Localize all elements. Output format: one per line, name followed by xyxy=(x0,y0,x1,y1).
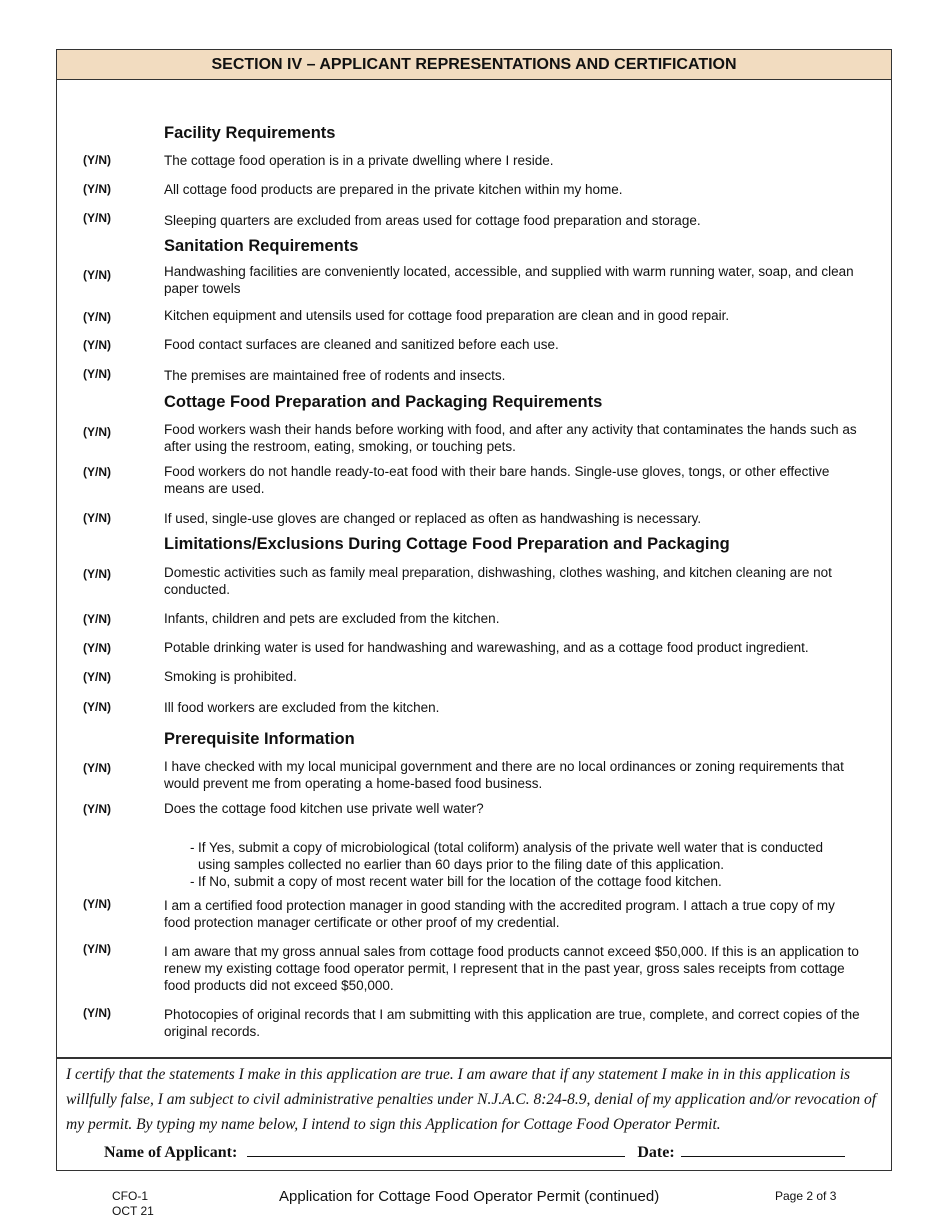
dash-bullet: - xyxy=(190,874,195,889)
yn-field[interactable]: (Y/N) xyxy=(83,465,111,479)
form-date: OCT 21 xyxy=(112,1204,154,1218)
yn-field[interactable]: (Y/N) xyxy=(83,700,111,714)
yn-field[interactable]: (Y/N) xyxy=(83,612,111,626)
page-number: Page 2 of 3 xyxy=(775,1189,837,1203)
statement: I have checked with my local municipal government and there are no local ordinances or zoning requirements that would prevent me from operating a home-based food business. xyxy=(164,759,844,791)
statement: Smoking is prohibited. xyxy=(164,669,297,684)
statement: Potable drinking water is used for handwashing and warewashing, and as a cottage food product ingredient. xyxy=(164,640,809,655)
yn-field[interactable]: (Y/N) xyxy=(83,942,111,956)
date-label: Date: xyxy=(637,1144,675,1161)
statement: Domestic activities such as family meal preparation, dishwashing, clothes washing, and kitchen cleaning are not conducted. xyxy=(164,565,832,597)
yn-field[interactable]: (Y/N) xyxy=(83,153,111,167)
statement: The premises are maintained free of rodents and insects. xyxy=(164,368,506,383)
statement: The cottage food operation is in a private dwelling where I reside. xyxy=(164,153,554,168)
heading-limitations: Limitations/Exclusions During Cottage Food Preparation and Packaging xyxy=(164,535,730,553)
name-label: Name of Applicant: xyxy=(104,1144,238,1161)
heading-sanitation: Sanitation Requirements xyxy=(164,237,359,255)
date-field[interactable] xyxy=(681,1142,845,1157)
form-code: CFO-1 xyxy=(112,1189,148,1203)
well-water-yes-note xyxy=(190,839,860,873)
footer-title: Application for Cottage Food Operator Permit (continued) xyxy=(279,1188,660,1205)
dash-bullet: - xyxy=(190,840,195,855)
statement: Kitchen equipment and utensils used for cottage food preparation are clean and in good repair. xyxy=(164,308,730,323)
statement: Infants, children and pets are excluded from the kitchen. xyxy=(164,611,500,626)
well-water-yes-line2: using samples collected no earlier than 60 days prior to the filing date of this application. xyxy=(198,857,725,872)
statement: Food contact surfaces are cleaned and sanitized before each use. xyxy=(164,337,559,352)
yn-field[interactable]: (Y/N) xyxy=(83,670,111,684)
yn-field[interactable]: (Y/N) xyxy=(83,182,111,196)
yn-field[interactable]: (Y/N) xyxy=(83,425,111,439)
certification-text: I certify that the statements I make in this application are true. I am aware that if any statement I make in in this application is willfully false, I am subject to civil administrative penalties under N.J.A.C. 8:24-8.9, denial of my application and/or revocation of my permit. By typing my name below, I intend to sign this Application for Cottage Food Operator Permit. xyxy=(66,1066,877,1133)
yn-field[interactable]: (Y/N) xyxy=(83,268,111,282)
yn-field[interactable]: (Y/N) xyxy=(83,211,111,225)
signature-line xyxy=(104,1142,845,1162)
statement: Ill food workers are excluded from the kitchen. xyxy=(164,700,440,715)
well-water-no-note xyxy=(190,873,860,890)
statement: I am aware that my gross annual sales from cottage food products cannot exceed $50,000. If this is an application to renew my existing cottage food operator permit, I represent that in the past year, gross sales receipts from cottage food products did not exceed $50,000. xyxy=(164,944,859,993)
statement: Does the cottage food kitchen use private well water? xyxy=(164,801,484,816)
yn-field[interactable]: (Y/N) xyxy=(83,511,111,525)
statement: All cottage food products are prepared in the private kitchen within my home. xyxy=(164,182,623,197)
yn-field[interactable]: (Y/N) xyxy=(83,897,111,911)
yn-field[interactable]: (Y/N) xyxy=(83,338,111,352)
statement: I am a certified food protection manager in good standing with the accredited program. I attach a true copy of my food protection manager certificate or other proof of my credential. xyxy=(164,898,835,930)
heading-facility: Facility Requirements xyxy=(164,124,336,142)
well-water-yes-line1: If Yes, submit a copy of microbiological (total coliform) analysis of the private well water that is conducted xyxy=(198,840,824,855)
yn-field[interactable]: (Y/N) xyxy=(83,802,111,816)
section-title: SECTION IV – APPLICANT REPRESENTATIONS AND CERTIFICATION xyxy=(57,50,891,80)
statement: If used, single-use gloves are changed or replaced as often as handwashing is necessary. xyxy=(164,511,702,526)
yn-field[interactable]: (Y/N) xyxy=(83,567,111,581)
yn-field[interactable]: (Y/N) xyxy=(83,367,111,381)
yn-field[interactable]: (Y/N) xyxy=(83,641,111,655)
yn-field[interactable]: (Y/N) xyxy=(83,1006,111,1020)
statement: Food workers wash their hands before working with food, and after any activity that contaminates the hands such as after using the restroom, eating, smoking, or touching pets. xyxy=(164,422,857,454)
heading-prerequisite: Prerequisite Information xyxy=(164,730,355,748)
applicant-name-field[interactable] xyxy=(247,1142,625,1157)
well-water-no-line: If No, submit a copy of most recent water bill for the location of the cottage food kitchen. xyxy=(198,874,722,889)
statement: Photocopies of original records that I am submitting with this application are true, complete, and correct copies of the original records. xyxy=(164,1007,860,1039)
statement: Sleeping quarters are excluded from areas used for cottage food preparation and storage. xyxy=(164,213,701,228)
statement: Handwashing facilities are conveniently located, accessible, and supplied with warm running water, soap, and clean paper towels xyxy=(164,264,854,296)
yn-field[interactable]: (Y/N) xyxy=(83,310,111,324)
yn-field[interactable]: (Y/N) xyxy=(83,761,111,775)
statement: Food workers do not handle ready-to-eat food with their bare hands. Single-use gloves, tongs, or other effective means are used. xyxy=(164,464,830,496)
form-code-block xyxy=(112,1189,154,1219)
heading-preparation: Cottage Food Preparation and Packaging Requirements xyxy=(164,393,603,411)
